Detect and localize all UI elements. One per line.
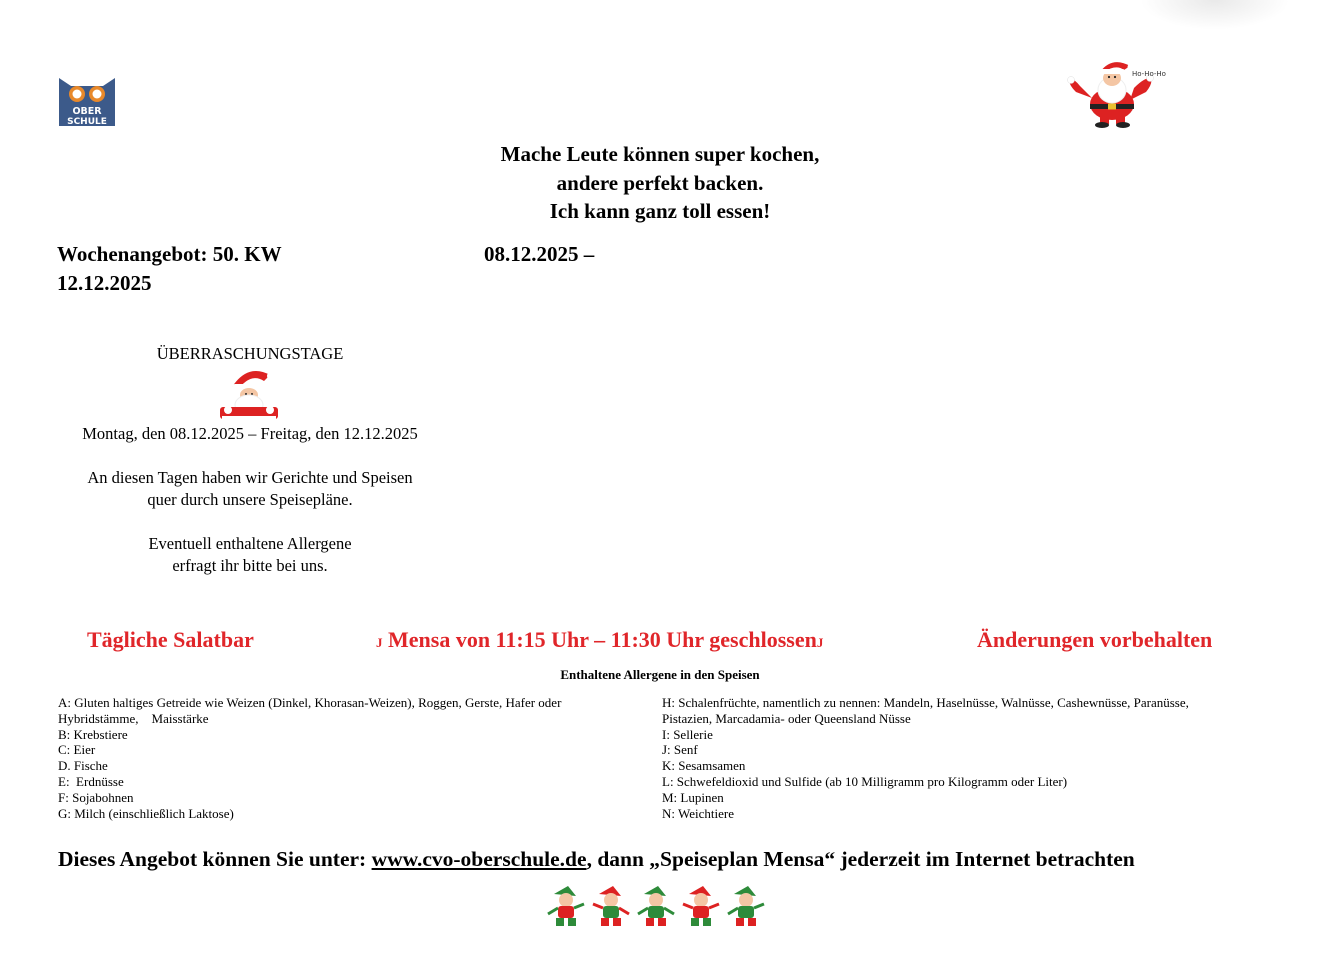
santa-illustration	[1066, 58, 1172, 128]
week-date-to: 12.12.2025	[57, 271, 152, 295]
website-link[interactable]: www.cvo-oberschule.de	[371, 847, 587, 871]
allergen-item: I: Sellerie	[662, 726, 713, 742]
logo-line1: OBER	[72, 106, 102, 117]
surprise-text-1-line-2: quer durch unsere Speisepläne.	[147, 490, 353, 509]
allergen-title: Enthaltene Allergene in den Speisen	[560, 667, 760, 682]
allergen-item: E: Erdnüsse	[58, 773, 124, 789]
motto	[400, 140, 920, 226]
week-header	[57, 240, 757, 298]
closed-text: Mensa von 11:15 Uhr – 11:30 Uhr geschlossen	[388, 627, 817, 652]
motto-line-3: Ich kann ganz toll essen!	[549, 199, 771, 223]
allergen-item: D. Fische	[58, 758, 108, 774]
week-label: Wochenangebot: 50. KW	[57, 242, 282, 266]
surprise-dates: Montag, den 08.12.2025 – Freitag, den 12.12.2025	[82, 424, 418, 443]
allergen-item: Hybridstämme, Maisstärke	[58, 710, 209, 726]
allergen-item: G: Milch (einschließlich Laktose)	[58, 805, 234, 821]
motto-line-2: andere perfekt backen.	[556, 170, 764, 195]
allergen-item: J: Senf	[662, 742, 698, 758]
allergen-item: A: Gluten haltiges Getreide wie Weizen (Dinkel, Khorasan-Weizen), Roggen, Gerste, Hafer oder	[58, 695, 562, 710]
surprise-title: ÜBERRASCHUNGSTAGE	[156, 344, 344, 363]
motto-line-1: Mache Leute können super kochen,	[500, 142, 820, 166]
allergen-item: N: Weichtiere	[662, 805, 734, 821]
allergen-item: L: Schwefeldioxid und Sulfide (ab 10 Milligramm pro Kilogramm oder Liter)	[662, 773, 1068, 789]
salad-bar-notice: Tägliche Salatbar	[87, 627, 254, 652]
footer-suffix: , dann „Speiseplan Mensa“ jederzeit im Internet betrachten	[586, 847, 1135, 871]
allergen-item: K: Sesamsamen	[662, 758, 746, 774]
changes-notice: Änderungen vorbehalten	[977, 627, 1213, 652]
elf-icon	[638, 886, 674, 926]
allergen-item: C: Eier	[58, 742, 96, 758]
allergen-item: H: Schalenfrüchte, namentlich zu nennen: Mandeln, Haselnüsse, Walnüsse, Cashewnüsse, Paranüsse,	[662, 695, 1189, 710]
allergen-item: F: Sojabohnen	[58, 789, 134, 805]
notices-bar	[0, 627, 1320, 657]
santa-speech: Ho-Ho-Ho	[1132, 70, 1166, 78]
footer-prefix: Dieses Angebot können Sie unter:	[58, 847, 372, 871]
closed-prefix: J	[376, 635, 383, 650]
elf-icon	[728, 886, 764, 926]
decorative-glow	[1140, 0, 1290, 30]
footer-notice	[58, 847, 1298, 872]
closed-notice	[376, 627, 823, 653]
closed-suffix: J	[816, 635, 824, 650]
santa-small-icon	[218, 367, 282, 423]
week-date-from: 08.12.2025 –	[484, 242, 595, 266]
surprise-text-2-line-1: Eventuell enthaltene Allergene	[148, 534, 352, 553]
surprise-days-section	[50, 343, 450, 577]
surprise-text-1-line-1: An diesen Tagen haben wir Gerichte und Speisen	[87, 468, 413, 487]
elves-illustration	[546, 884, 774, 930]
allergen-list-right	[662, 695, 1262, 821]
elf-icon	[548, 886, 584, 926]
allergen-item: Pistazien, Marcadamia- oder Queensland Nüsse	[662, 710, 911, 726]
allergen-list-left	[58, 695, 628, 821]
logo-line2: SCHULE	[67, 117, 107, 127]
allergen-item: M: Lupinen	[662, 789, 724, 805]
elf-icon	[593, 886, 629, 926]
surprise-text-2-line-2: erfragt ihr bitte bei uns.	[172, 556, 328, 575]
elf-icon	[683, 886, 719, 926]
school-logo	[57, 76, 117, 128]
allergen-item: B: Krebstiere	[58, 726, 128, 742]
